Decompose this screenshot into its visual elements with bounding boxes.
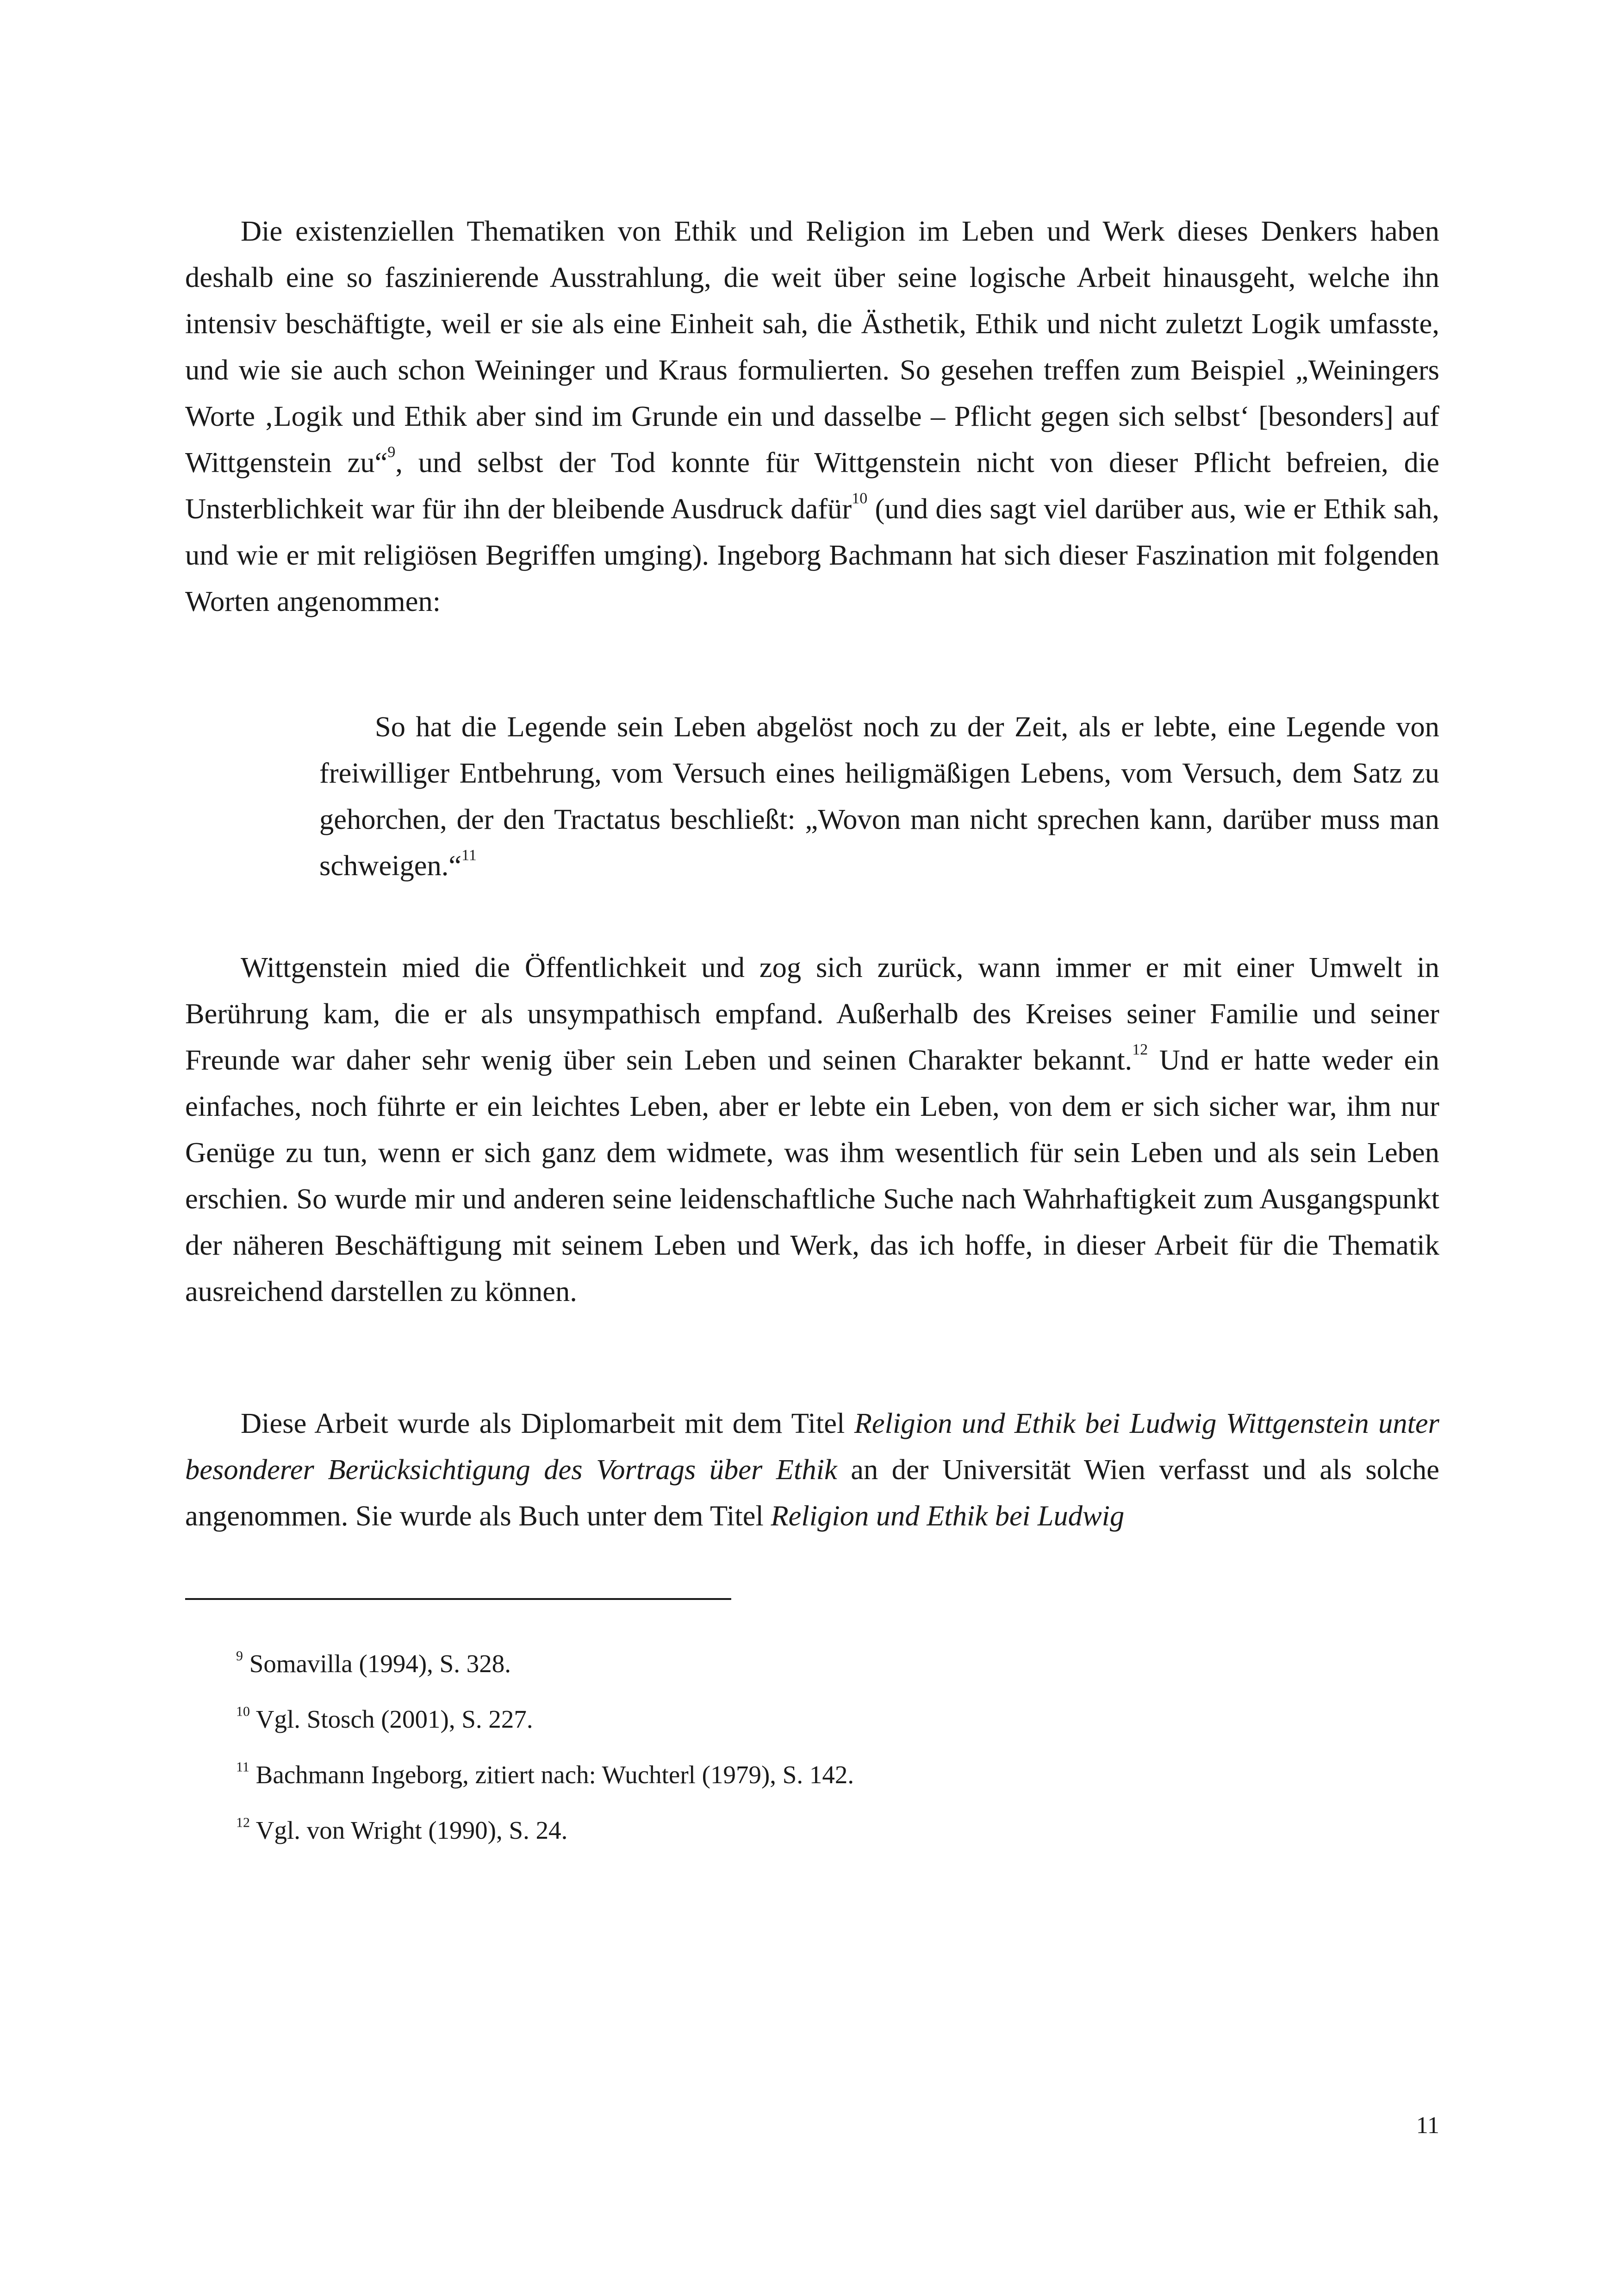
footnote-9 bbox=[236, 1645, 1347, 1701]
footnote-11 bbox=[236, 1756, 1347, 1812]
book-title: Religion und Ethik bei Ludwig bbox=[771, 1500, 1125, 1532]
block-quote bbox=[319, 703, 1439, 889]
footnote-12 bbox=[236, 1812, 1347, 1867]
footnote-text: Bachmann Ingeborg, zitiert nach: Wuchterl (1979), S. 142. bbox=[255, 1761, 854, 1789]
thesis-title: Religion und Ethik bei Ludwig Wittgenstein unter besonderer Berücksichtigung des Vortrags über Ethik bbox=[185, 1407, 1439, 1486]
paragraph-1-text-a: Die existenziellen Thematiken von Ethik und Religion im Leben und Werk dieses Denkers haben deshalb eine so faszinierende Ausstrahlung, die weit über seine logische Arbeit hinausgeht, welche ihn intensiv beschäftigte, weil er sie als eine Einheit sah, die Ästhetik, Ethik und nicht zuletzt Logik umfasste, und wie sie auch schon Weininger und Kraus formulierten. So gesehen treffen zum Beispiel „Weiningers Worte ‚Logik und Ethik aber sind im Grunde ein und dasselbe – Pflicht gegen sich selbst‘ [besonders] auf Wittgenstein zu“ bbox=[185, 215, 1439, 479]
footnote-text: Vgl. von Wright (1990), S. 24. bbox=[255, 1816, 568, 1844]
page-number: 11 bbox=[1416, 2112, 1439, 2139]
body-paragraph-2 bbox=[185, 944, 1439, 1314]
footnote-text: Vgl. Stosch (2001), S. 227. bbox=[255, 1705, 533, 1733]
footnote-ref-10[interactable]: 10 bbox=[852, 490, 868, 507]
block-quote-text: So hat die Legende sein Leben abgelöst noch zu der Zeit, als er lebte, eine Legende von freiwilliger Entbehrung, vom Versuch eines heiligmäßigen Lebens, vom Versuch, dem Satz zu gehorchen, der den Tractatus beschließt: „Wovon man nicht sprechen kann, darüber muss man schweigen.“ bbox=[319, 710, 1439, 882]
footnote-separator bbox=[185, 1598, 731, 1600]
footnote-number: 10 bbox=[236, 1704, 250, 1719]
body-paragraph-3 bbox=[185, 1400, 1439, 1539]
footnotes bbox=[236, 1645, 1347, 1867]
body-paragraph-1 bbox=[185, 208, 1439, 624]
footnote-10 bbox=[236, 1701, 1347, 1756]
paragraph-2-text-a: Wittgenstein mied die Öffentlichkeit und zog sich zurück, wann immer er mit einer Umwelt in Berührung kam, die er als unsympathisch empfand. Außerhalb des Kreises seiner Familie und seiner Freunde war daher sehr wenig über sein Leben und seinen Charakter bekannt. bbox=[185, 951, 1439, 1076]
footnote-ref-9[interactable]: 9 bbox=[387, 443, 396, 461]
footnote-number: 9 bbox=[236, 1648, 243, 1664]
footnote-number: 11 bbox=[236, 1759, 249, 1775]
footnote-ref-12[interactable]: 12 bbox=[1132, 1041, 1148, 1058]
paragraph-3-text-a: Diese Arbeit wurde als Diplomarbeit mit dem Titel bbox=[241, 1407, 854, 1439]
footnote-ref-11[interactable]: 11 bbox=[461, 846, 477, 864]
paragraph-1-text-b: , und selbst der Tod konnte für Wittgenstein nicht von dieser Pflicht befreien, die Unsterblichkeit war für ihn der bleibende Ausdruck dafür bbox=[185, 446, 1439, 525]
paragraph-1-text-c: (und dies sagt viel darüber aus, wie er Ethik sah, und wie er mit religiösen Begriffen umging). Ingeborg Bachmann hat sich dieser Faszination mit folgenden Worten angenommen: bbox=[185, 492, 1439, 617]
paragraph-3-text-b: an der Universität Wien verfasst und als solche angenommen. Sie wurde als Buch unter dem Titel bbox=[185, 1453, 1439, 1532]
footnote-number: 12 bbox=[236, 1815, 250, 1830]
paragraph-2-text-b: Und er hatte weder ein einfaches, noch führte er ein leichtes Leben, aber er lebte ein Leben, von dem er sich sicher war, ihm nur Genüge zu tun, wenn er sich ganz dem widmete, was ihm wesentlich für sein Leben und als sein Leben erschien. So wurde mir und anderen seine leidenschaftliche Suche nach Wahrhaftigkeit zum Ausgangspunkt der näheren Beschäftigung mit seinem Leben und Werk, das ich hoffe, in dieser Arbeit für die Thematik ausreichend darstellen zu können. bbox=[185, 1044, 1439, 1307]
footnote-text: Somavilla (1994), S. 328. bbox=[249, 1649, 511, 1678]
